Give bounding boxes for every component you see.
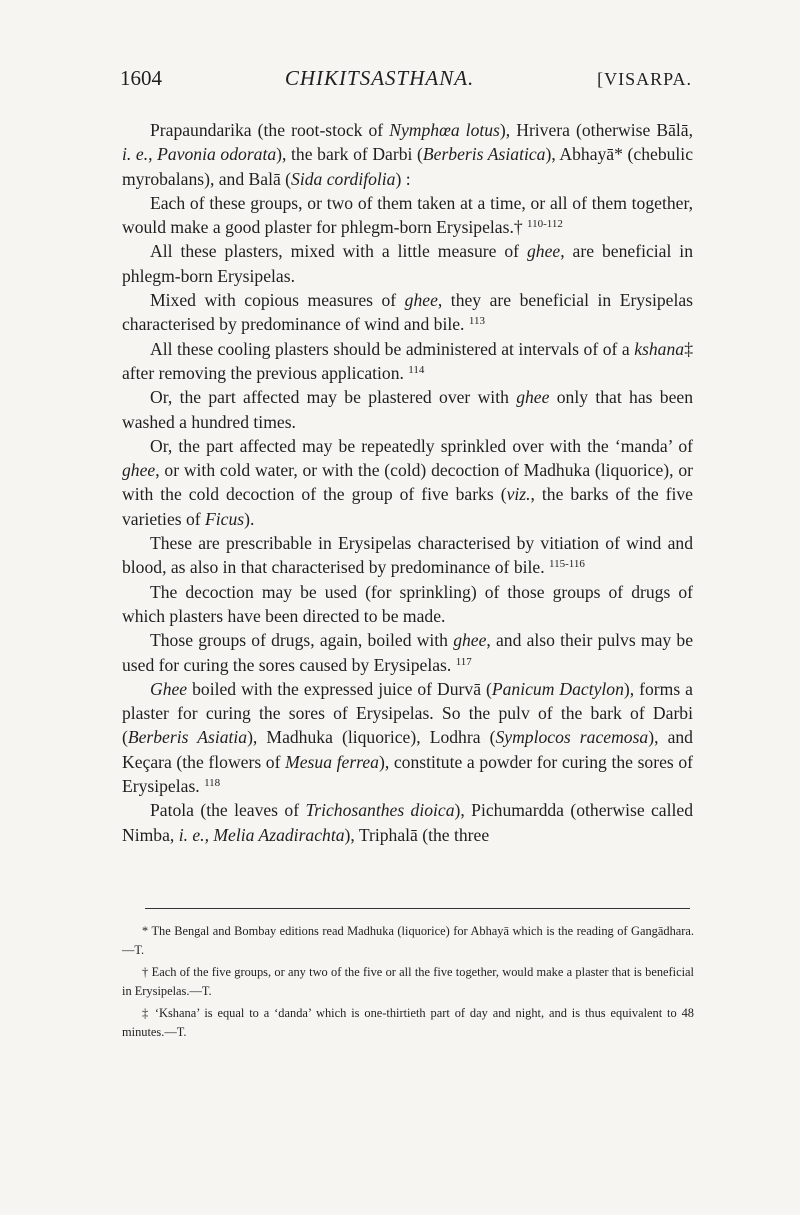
footnote-divider xyxy=(145,908,690,909)
running-title: CHIKITSASTHANA. xyxy=(284,66,475,90)
paragraph: All these plasters, mixed with a little measure of ghee, are beneficial in phlegm-born Erysipelas. xyxy=(122,241,693,286)
paragraph: Ghee boiled with the expressed juice of Durvā (Panicum Dactylon), forms a plaster for curing the sores of Erysipelas. So the pulv of the bark of Darbi (Berberis Asiatia), Madhuka (liquorice), Lodhra (Symplocos racemosa), and Keçara (the flowers of Mesua ferrea), constitute a powder for curing the sores of Erysipelas. $^{118}$ xyxy=(122,678,694,797)
paragraph: All these cooling plasters should be administered at intervals of of a kshana‡ after removing the previous application. $^{114}$ xyxy=(122,338,693,383)
page-number: 1604 xyxy=(120,66,162,90)
paragraph: Mixed with copious measures of ghee, they are beneficial in Erysipelas characterised by predominance of wind and bile. $^{113}$ xyxy=(122,290,693,335)
footnotes xyxy=(122,922,694,1045)
paragraph: Those groups of drugs, again, boiled with ghee, and also their pulvs may be used for curing the sores caused by Erysipelas. $^{117}$ xyxy=(122,630,693,675)
footnote: ‡ ‘Kshana’ is equal to a ‘danda’ which is one-thirtieth part of day and night, and is thus equivalent to 48 minutes.—T. xyxy=(122,1006,694,1039)
paragraph: These are prescribable in Erysipelas characterised by vitiation of wind and blood, as also in that characterised by predominance of bile. $^{115-116}$ xyxy=(122,533,693,578)
paragraph: Patola (the leaves of Trichosanthes dioica), Pichumardda (otherwise called Nimba, i. e., Melia Azadirachta), Triphalā (the three xyxy=(122,800,693,845)
paragraph: Or, the part affected may be plastered over with ghee only that has been washed a hundred times. xyxy=(122,387,694,432)
running-header xyxy=(120,66,692,91)
footnote: † Each of the five groups, or any two of the five or all the five together, would make a plaster that is beneficial in Erysipelas.—T. xyxy=(122,965,694,998)
main-text xyxy=(122,118,693,847)
paragraph: Prapaundarika (the root-stock of Nymphœa lotus), Hrivera (otherwise Bālā, i. e., Pavonia odorata), the bark of Darbi (Berberis Asiatica), Abhayā* (chebulic myrobalans), and Balā (Sida cordifolia) : xyxy=(122,120,693,189)
paragraph: Each of these groups, or two of them taken at a time, or all of them together, would make a good plaster for phlegm-born Erysipelas.† $^{110-112}$ xyxy=(122,192,693,238)
footnote: * The Bengal and Bombay editions read Madhuka (liquorice) for Abhayā which is the reading of Gangādhara.—T. xyxy=(122,924,694,957)
paragraph: Or, the part affected may be repeatedly sprinkled over with the ‘manda’ of ghee, or with cold water, or with the (cold) decoction of Madhuka (liquorice), or with the cold decoction of the group of five barks (viz., the barks of the five varieties of Ficus). xyxy=(122,435,693,529)
section-label: [VISARPA. xyxy=(597,69,692,89)
paragraph: The decoction may be used (for sprinkling) of those groups of drugs of which plasters have been directed to be made. xyxy=(122,581,693,626)
